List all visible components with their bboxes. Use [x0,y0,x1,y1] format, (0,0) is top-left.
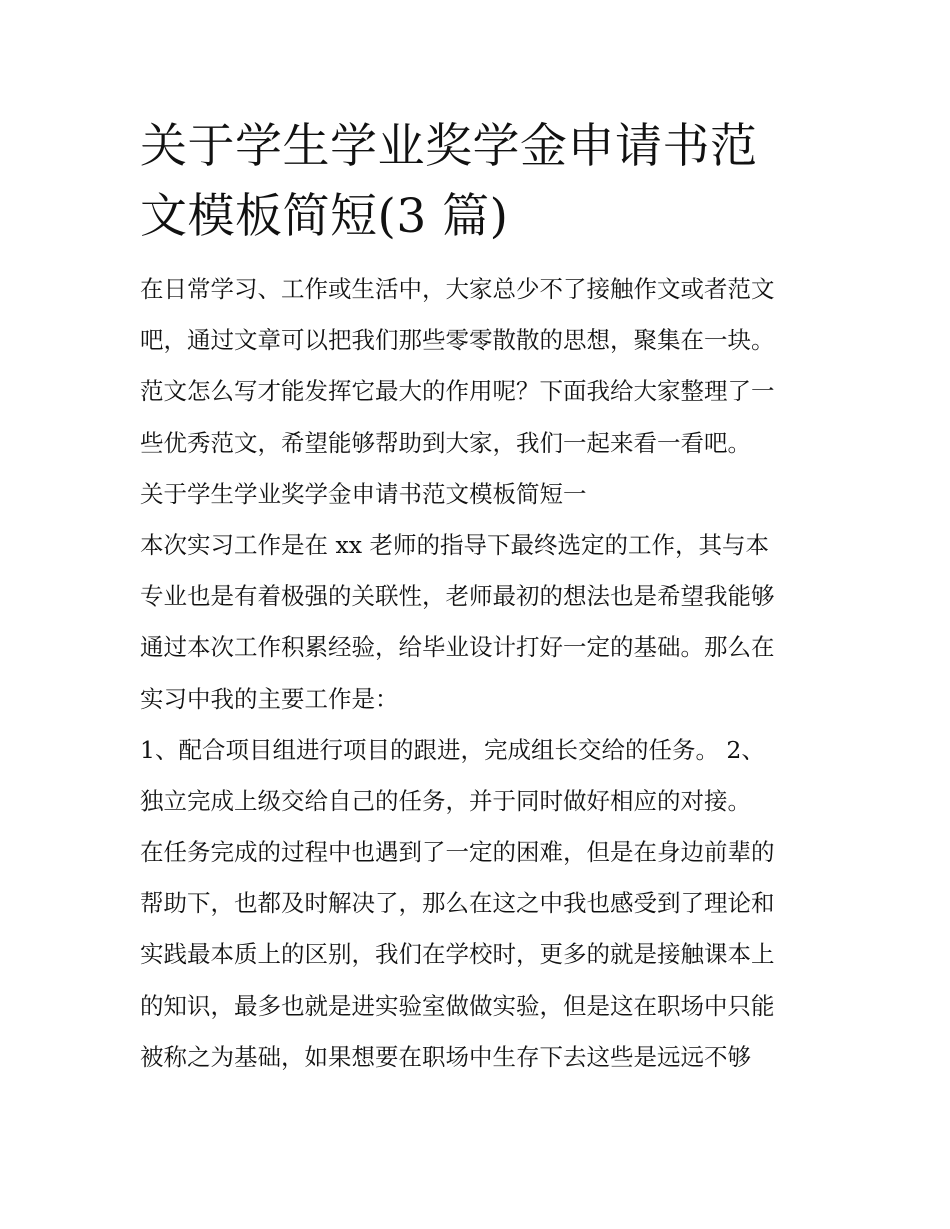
body-line-4: 实习中我的主要工作是： [140,684,399,713]
body-line-3: 通过本次工作积累经验，给毕业设计打好一定的基础。那么在 [140,633,775,662]
intro-line-1: 在日常学习、工作或生活中，大家总少不了接触作文或者范文 [140,275,775,303]
list-line-1: 1、配合项目组进行项目的跟进，完成组长交给的任务。 2、 [140,735,765,764]
body-line-5: 在任务完成的过程中也遇到了一定的困难，但是在身边前辈的 [140,838,775,867]
document-page [140,112,820,1083]
document-body [140,264,820,1083]
body-line-6: 帮助下，也都及时解决了，那么在这之中我也感受到了理论和 [140,889,775,918]
body-line-1: 本次实习工作是在 xx 老师的指导下最终选定的工作，其与本 [140,530,769,559]
intro-line-2: 吧，通过文章可以把我们那些零零散散的思想，聚集在一块。 [140,326,775,355]
body-line-8: 的知识，最多也就是进实验室做做实验，但是这在职场中只能 [140,991,775,1020]
intro-line-3: 范文怎么写才能发挥它最大的作用呢？下面我给大家整理了一 [140,377,775,406]
list-line-2: 独立完成上级交给自己的任务，并于同时做好相应的对接。 [140,786,751,815]
body-line-9: 被称之为基础，如果想要在职场中生存下去这些是远远不够 [140,1042,751,1071]
body-line-2: 专业也是有着极强的关联性，老师最初的想法也是希望我能够 [140,582,775,611]
body-line-7: 实践最本质上的区别，我们在学校时，更多的就是接触课本上 [140,940,775,969]
document-title [140,112,820,252]
intro-line-4: 些优秀范文，希望能够帮助到大家，我们一起来看一看吧。 [140,428,751,457]
title-line-2: 文模板简短(3 篇) [140,189,509,244]
title-line-1: 关于学生学业奖学金申请书范 [140,119,758,174]
section-heading: 关于学生学业奖学金申请书范文模板简短一 [140,479,587,508]
